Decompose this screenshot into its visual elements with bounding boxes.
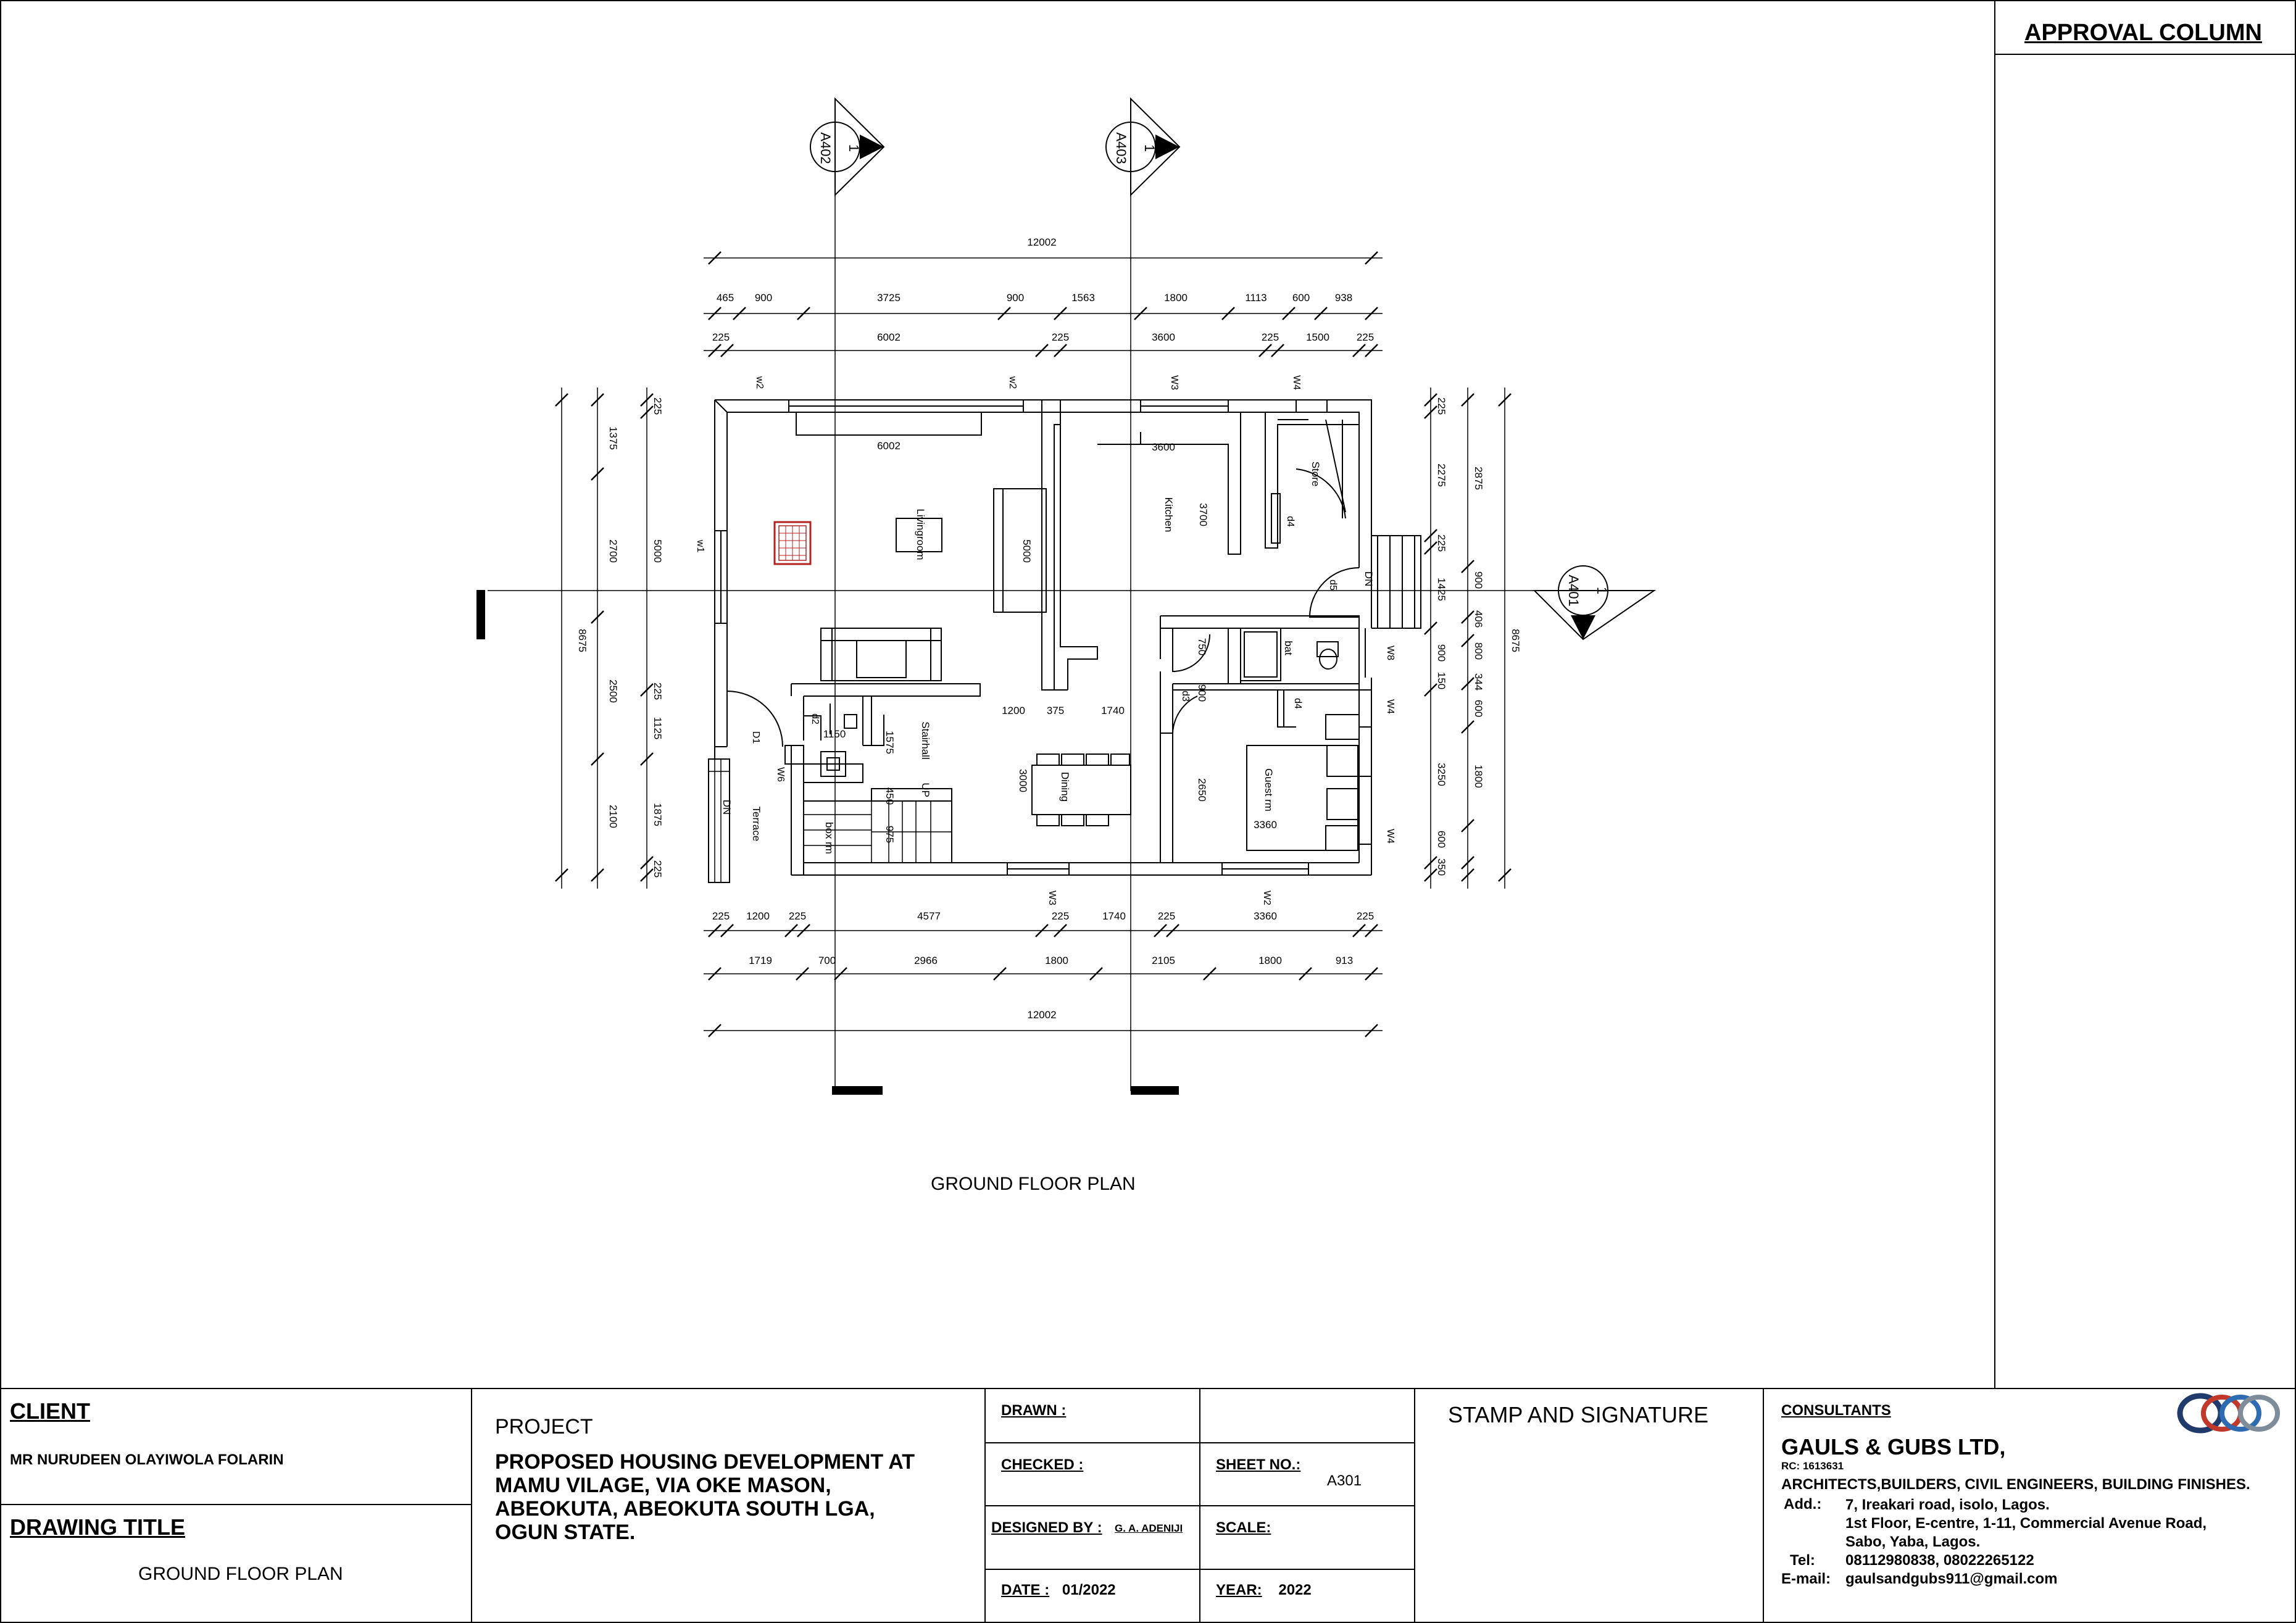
right-dim: 350 bbox=[1436, 858, 1447, 876]
top-dim: 465 bbox=[716, 292, 734, 304]
room-dim: 6002 bbox=[877, 440, 901, 452]
bottom-dim: 225 bbox=[788, 910, 807, 922]
room-dim: 1740 bbox=[1101, 705, 1125, 716]
stamp-signature-label: STAMP AND SIGNATURE bbox=[1448, 1402, 1709, 1427]
section-marker-sheet: A403 bbox=[1113, 132, 1129, 164]
address-line: 1st Floor, E-centre, 1-11, Commercial Avenue Road, bbox=[1845, 1515, 2207, 1532]
company-address bbox=[1845, 1496, 2207, 1551]
company-name: GAULS & GUBS LTD, bbox=[1781, 1434, 2006, 1459]
window-label: w1 bbox=[695, 539, 705, 553]
room-label-stairhall: Stairhall bbox=[920, 721, 931, 760]
bottom-dim: 2966 bbox=[914, 955, 938, 966]
top-dim: 600 bbox=[1292, 292, 1310, 304]
door-label: d4 bbox=[1285, 516, 1296, 527]
bottom-dim: 1200 bbox=[746, 910, 770, 922]
room-dim: 3700 bbox=[1197, 503, 1209, 526]
window-label: W8 bbox=[1385, 645, 1395, 660]
bottom-dim: 225 bbox=[712, 910, 730, 922]
room-dim: 3000 bbox=[1017, 769, 1029, 792]
room-label-bath: bat bbox=[1283, 641, 1294, 655]
client-name: MR NURUDEEN OLAYIWOLA FOLARIN bbox=[10, 1451, 284, 1468]
bottom-dim: 1740 bbox=[1102, 910, 1126, 922]
bottom-dim: 225 bbox=[1051, 910, 1070, 922]
year-value: 2022 bbox=[1278, 1582, 1312, 1598]
designed-by-label: DESIGNED BY : bbox=[991, 1519, 1102, 1536]
right-dim: 1425 bbox=[1436, 578, 1447, 601]
left-dim: 1125 bbox=[652, 716, 663, 740]
top-dim: 225 bbox=[1261, 331, 1279, 343]
drawing-title: GROUND FLOOR PLAN bbox=[138, 1564, 343, 1584]
right-dim: 406 bbox=[1473, 610, 1484, 628]
top-dim: 1800 bbox=[1164, 292, 1188, 304]
date-field bbox=[1001, 1582, 1116, 1599]
window-label: W6 bbox=[775, 767, 786, 782]
tel-value: 08112980838, 08022265122 bbox=[1845, 1552, 2034, 1569]
room-label-up: UP bbox=[920, 782, 931, 797]
room-dim: 2650 bbox=[1196, 778, 1208, 802]
bottom-dim: 225 bbox=[1356, 910, 1375, 922]
left-dim: 225 bbox=[652, 682, 663, 700]
bottom-dim: 2105 bbox=[1152, 955, 1175, 966]
top-dim: 225 bbox=[712, 331, 730, 343]
top-dim: 900 bbox=[1006, 292, 1025, 304]
sheet-no-label: SHEET NO.: bbox=[1216, 1456, 1301, 1473]
overall-width-dim-top: 12002 bbox=[1027, 236, 1057, 248]
left-dim: 2700 bbox=[607, 539, 619, 563]
room-dim: 5000 bbox=[1021, 539, 1033, 563]
bottom-dim: 700 bbox=[818, 955, 836, 966]
room-label-guest: Guest rm bbox=[1263, 768, 1275, 812]
left-dim: 5000 bbox=[652, 539, 663, 563]
project-line: OGUN STATE. bbox=[495, 1521, 636, 1544]
right-dim: 8675 bbox=[1510, 629, 1521, 652]
window-label: W4 bbox=[1291, 375, 1302, 390]
section-marker-number: 1 bbox=[1594, 586, 1610, 595]
room-label-dn: DN bbox=[1363, 571, 1375, 587]
checked-label: CHECKED : bbox=[1001, 1456, 1084, 1473]
top-dim: 938 bbox=[1334, 292, 1353, 304]
top-dim: 900 bbox=[754, 292, 773, 304]
section-marker-number: 1 bbox=[1142, 144, 1157, 152]
window-label: w2 bbox=[1007, 376, 1018, 389]
project-line: ABEOKUTA, ABEOKUTA SOUTH LGA, bbox=[495, 1497, 875, 1521]
right-dim: 800 bbox=[1473, 642, 1484, 660]
project-label: PROJECT bbox=[495, 1415, 593, 1438]
room-dim: 900 bbox=[1196, 684, 1208, 702]
room-label-kitchen: Kitchen bbox=[1163, 497, 1175, 533]
approval-column-title: APPROVAL COLUMN bbox=[2024, 20, 2262, 46]
right-dim: 600 bbox=[1436, 830, 1447, 849]
window-label: W4 bbox=[1385, 699, 1395, 714]
top-dim: 1113 bbox=[1245, 292, 1267, 304]
bottom-dim: 1800 bbox=[1258, 955, 1282, 966]
section-marker-number: 1 bbox=[846, 144, 862, 152]
bottom-dim: 913 bbox=[1335, 955, 1354, 966]
room-dim: 3360 bbox=[1254, 819, 1277, 831]
bottom-dim: 4577 bbox=[917, 910, 941, 922]
door-label: D1 bbox=[751, 731, 761, 744]
sheet-no-value: A301 bbox=[1327, 1472, 1362, 1489]
right-dim: 3250 bbox=[1436, 763, 1447, 786]
room-label-box-room: box rm bbox=[823, 822, 835, 854]
designed-by-value: G. A. ADENIJI bbox=[1115, 1522, 1183, 1534]
address-label: Add.: bbox=[1784, 1496, 1822, 1513]
left-dim: 1875 bbox=[652, 803, 663, 826]
room-dim: 3600 bbox=[1152, 441, 1175, 453]
room-label-store: Store bbox=[1310, 461, 1321, 487]
client-label: CLIENT bbox=[10, 1398, 90, 1424]
section-marker-sheet: A401 bbox=[1566, 575, 1581, 607]
scale-label: SCALE: bbox=[1216, 1519, 1271, 1536]
left-dim: 8675 bbox=[576, 629, 588, 652]
year-field bbox=[1216, 1582, 1312, 1599]
door-label: d2 bbox=[810, 713, 820, 724]
address-line: Sabo, Yaba, Lagos. bbox=[1845, 1534, 1981, 1550]
top-dim: 225 bbox=[1356, 331, 1375, 343]
room-label-livingroom: Livingroom bbox=[915, 508, 926, 560]
right-dim: 344 bbox=[1473, 673, 1484, 691]
room-dim: 1575 bbox=[884, 731, 896, 754]
window-label: W2 bbox=[1262, 890, 1272, 905]
company-rc: RC: 1613631 bbox=[1781, 1460, 1844, 1472]
project-line: MAMU VILAGE, VIA OKE MASON, bbox=[495, 1474, 831, 1497]
right-dim: 225 bbox=[1436, 397, 1447, 415]
right-dim: 2275 bbox=[1436, 463, 1447, 487]
window-label: w2 bbox=[754, 376, 765, 389]
window-label: W3 bbox=[1169, 375, 1179, 390]
room-dim: 975 bbox=[884, 825, 896, 844]
room-label-dining: Dining bbox=[1059, 771, 1071, 802]
right-dim: 900 bbox=[1436, 644, 1447, 662]
date-value: 01/2022 bbox=[1062, 1582, 1116, 1598]
left-dim: 225 bbox=[652, 860, 663, 878]
bottom-dim: 1800 bbox=[1045, 955, 1068, 966]
right-dim: 225 bbox=[1436, 534, 1447, 552]
left-dim: 2500 bbox=[607, 679, 619, 703]
right-dim: 900 bbox=[1473, 571, 1484, 589]
date-label: DATE : bbox=[1001, 1582, 1050, 1598]
right-dim: 150 bbox=[1436, 671, 1447, 690]
bottom-dim: 3360 bbox=[1254, 910, 1277, 922]
right-dim: 600 bbox=[1473, 699, 1484, 718]
project-line: PROPOSED HOUSING DEVELOPMENT AT bbox=[495, 1450, 915, 1474]
tel-label: Tel: bbox=[1790, 1552, 1815, 1569]
top-dim: 3725 bbox=[877, 292, 901, 304]
project-description bbox=[495, 1450, 915, 1544]
room-label-terrace: Terrace bbox=[751, 806, 762, 842]
address-line: 7, Ireakari road, isolo, Lagos. bbox=[1845, 1496, 2050, 1513]
right-dim: 2875 bbox=[1473, 467, 1484, 490]
top-dim: 1563 bbox=[1071, 292, 1095, 304]
window-label: W3 bbox=[1047, 890, 1057, 905]
overall-width-dim-bottom: 12002 bbox=[1027, 1009, 1057, 1021]
bottom-dim: 225 bbox=[1157, 910, 1176, 922]
drawn-label: DRAWN : bbox=[1001, 1402, 1067, 1419]
top-dim: 3600 bbox=[1152, 331, 1175, 343]
top-dim: 1500 bbox=[1306, 331, 1329, 343]
room-dim: 750 bbox=[1196, 637, 1208, 656]
top-dim: 6002 bbox=[877, 331, 901, 343]
room-label-dn: DN bbox=[721, 799, 733, 815]
drawing-caption: GROUND FLOOR PLAN bbox=[931, 1174, 1136, 1194]
bottom-dim: 1719 bbox=[749, 955, 772, 966]
left-dim: 2100 bbox=[607, 805, 619, 828]
top-dim: 225 bbox=[1051, 331, 1070, 343]
email-label: E-mail: bbox=[1781, 1571, 1831, 1587]
door-label: d5 bbox=[1328, 579, 1338, 591]
room-dim: 1200 bbox=[1002, 705, 1025, 716]
left-dim: 225 bbox=[652, 397, 663, 415]
door-label: d3 bbox=[1180, 691, 1191, 702]
company-services: ARCHITECTS,BUILDERS, CIVIL ENGINEERS, BUILDING FINISHES. bbox=[1781, 1476, 2250, 1493]
window-label: W4 bbox=[1385, 829, 1395, 844]
section-marker-sheet: A402 bbox=[818, 132, 833, 164]
room-dim: 450 bbox=[884, 787, 896, 805]
room-dim: 1150 bbox=[823, 728, 846, 740]
company-logo bbox=[2176, 1392, 2287, 1435]
room-dim: 375 bbox=[1046, 705, 1065, 716]
door-label: d4 bbox=[1292, 698, 1303, 709]
consultants-label: CONSULTANTS bbox=[1781, 1402, 1891, 1419]
email-value: gaulsandgubs911@gmail.com bbox=[1845, 1571, 2058, 1587]
year-label: YEAR: bbox=[1216, 1582, 1262, 1598]
drawing-title-label: DRAWING TITLE bbox=[10, 1514, 185, 1540]
right-dim: 1800 bbox=[1473, 765, 1484, 788]
left-dim: 1375 bbox=[607, 426, 619, 450]
